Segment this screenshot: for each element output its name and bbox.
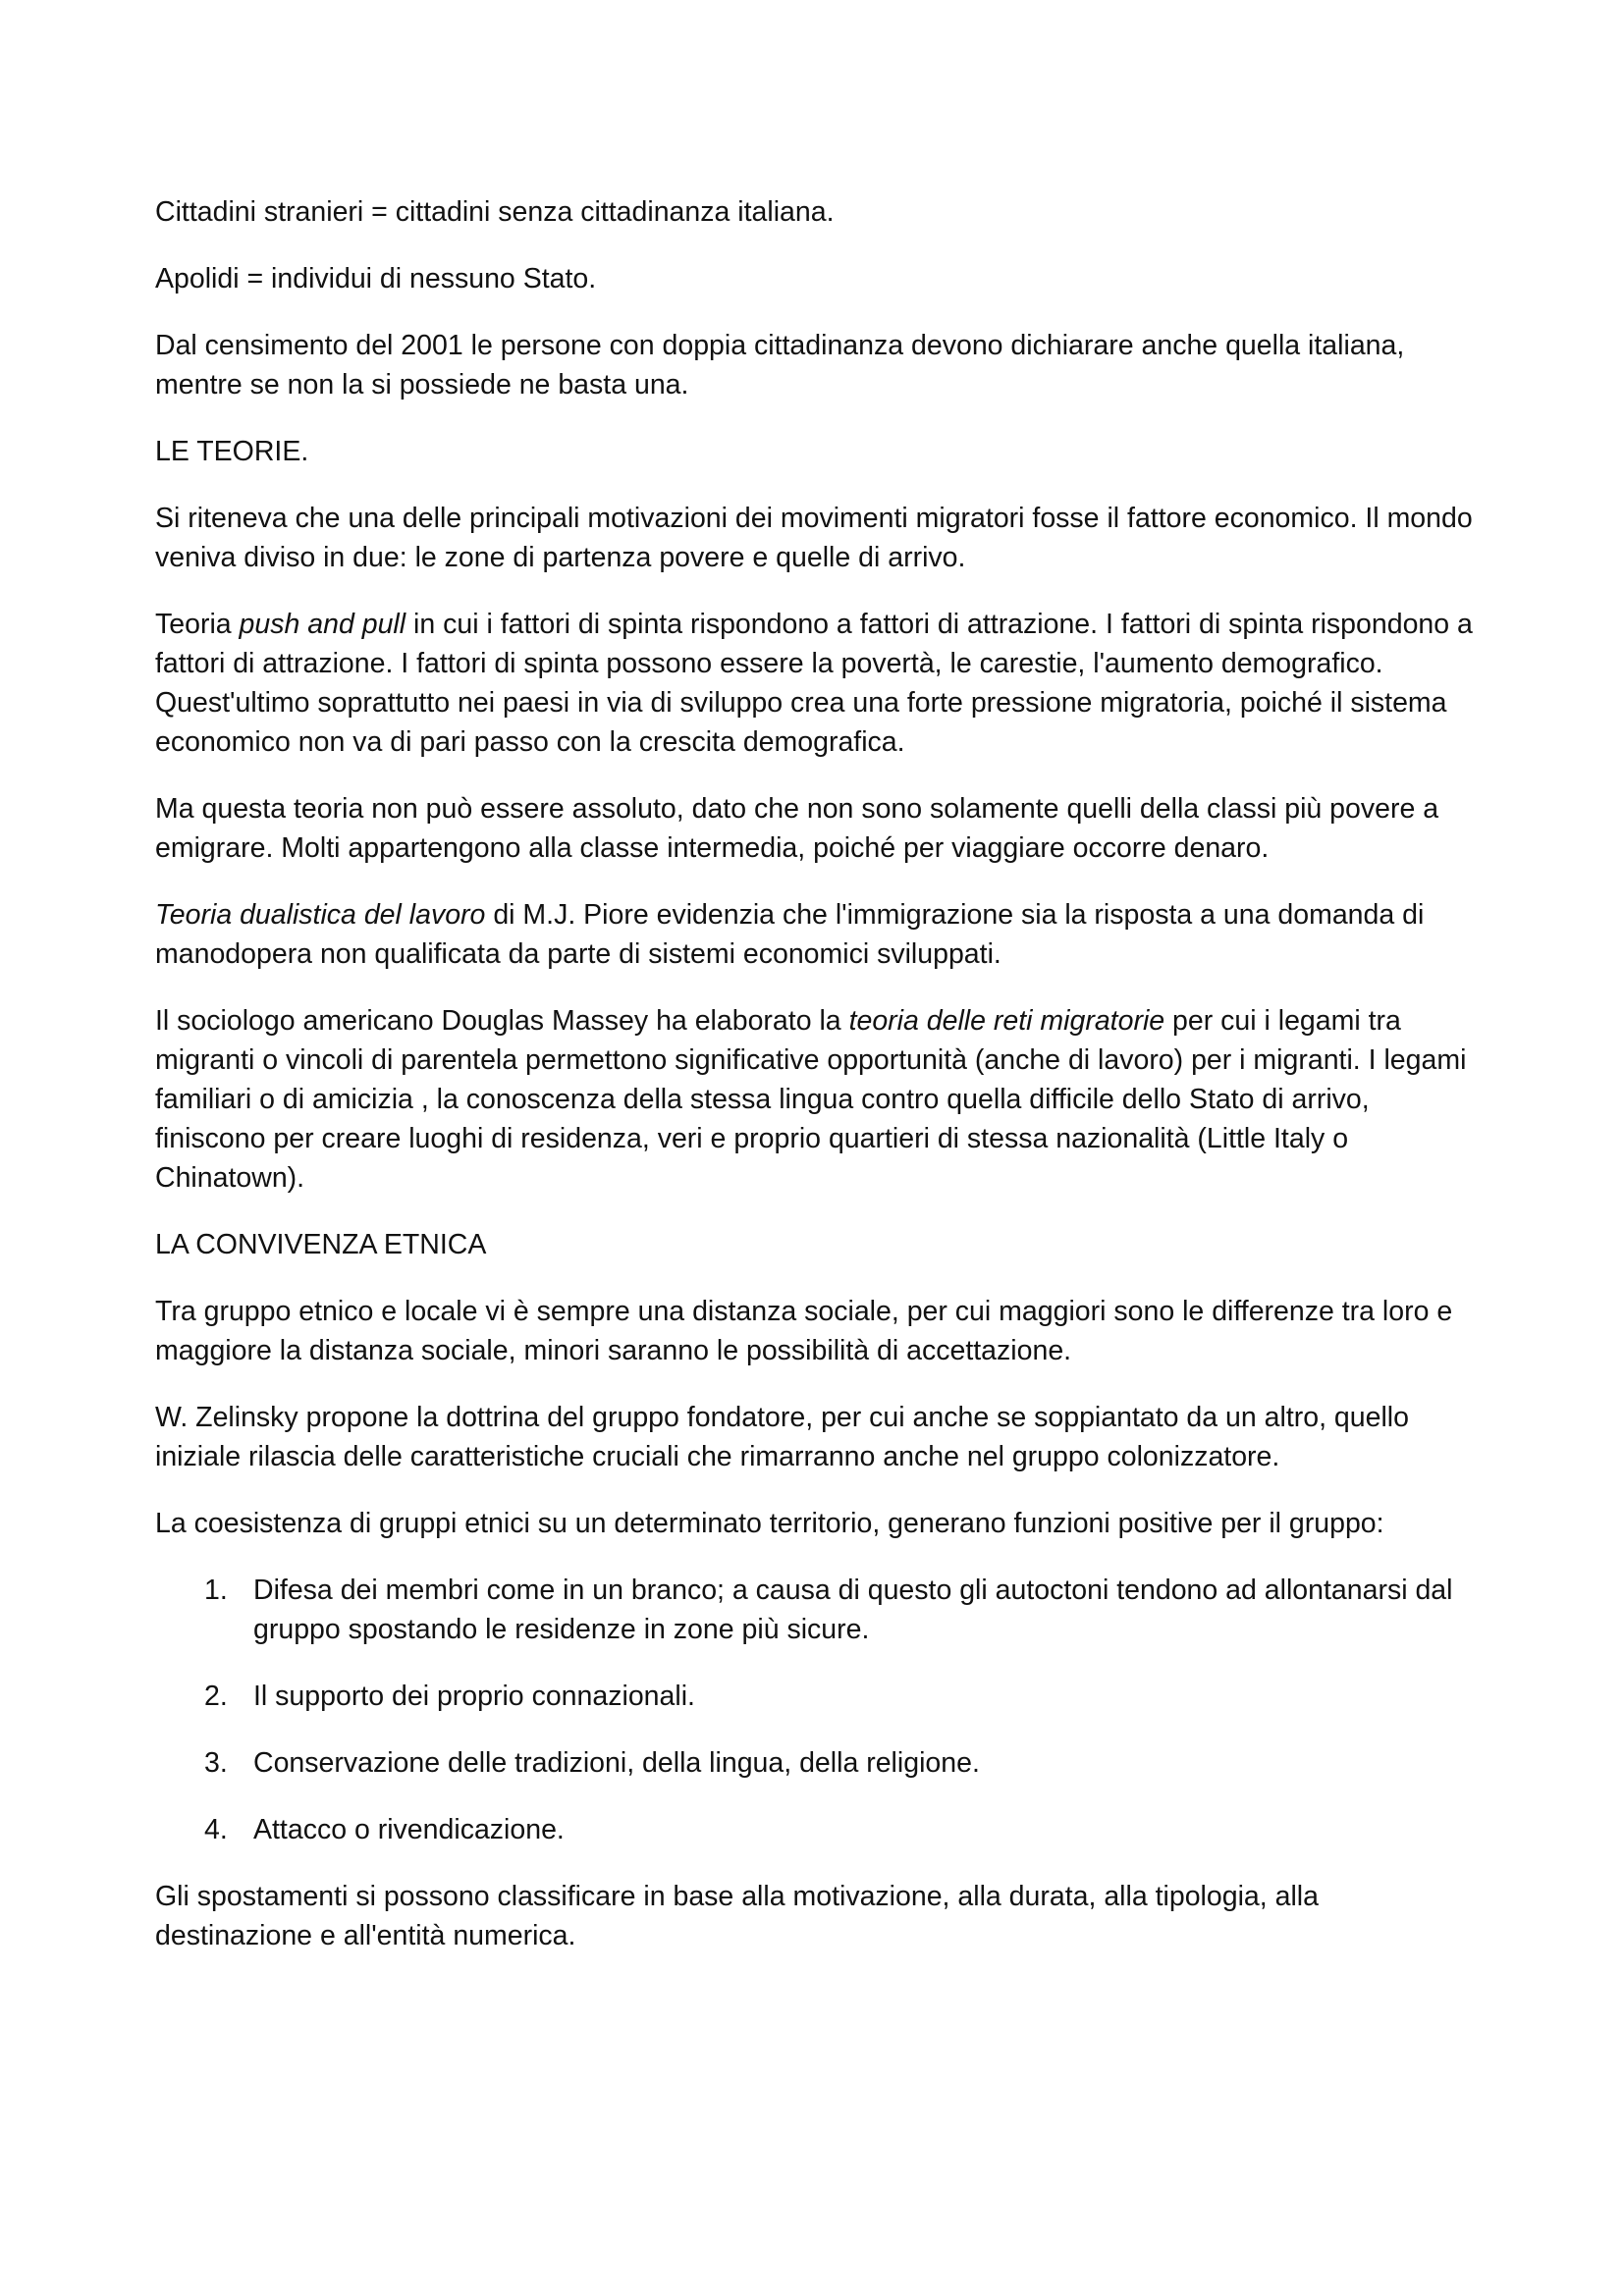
- paragraph-distanza-sociale: Tra gruppo etnico e locale vi è sempre una distanza sociale, per cui maggiori sono le differenze tra loro e maggiore la distanza sociale, minori saranno le possibilità di accettazione.: [155, 1296, 1453, 1366]
- text-run: in cui i fattori di spinta rispondono a fattori di attrazione. I fattori di spinta rispondono a fattori di attrazione. I fattori di spinta possono essere la povertà, le carestie, l'aumento demografico. Quest'ultimo soprattutto nei paesi in via di sviluppo crea una forte pressione migratoria, poiché il sistema economico non va di pari passo con la crescita demografica.: [155, 609, 1473, 758]
- list-item: [155, 1571, 1481, 1649]
- heading-convivenza-etnica: LA CONVIVENZA ETNICA: [155, 1229, 487, 1260]
- paragraph-coesistenza: La coesistenza di gruppi etnici su un determinato territorio, generano funzioni positive per il gruppo:: [155, 1508, 1384, 1539]
- paragraph-zelinsky: W. Zelinsky propone la dottrina del gruppo fondatore, per cui anche se soppiantato da un altro, quello iniziale rilascia delle caratteristiche cruciali che rimarranno anche nel gruppo colonizzatore.: [155, 1402, 1409, 1472]
- paragraph-push-pull: [155, 605, 1481, 762]
- heading-le-teorie: LE TEORIE.: [155, 436, 309, 467]
- paragraph-spostamenti: Gli spostamenti si possono classificare in base alla motivazione, alla durata, alla tipologia, alla destinazione e all'entità numerica.: [155, 1881, 1319, 1951]
- document-page: [155, 192, 1481, 1983]
- functions-list: [155, 1571, 1481, 1849]
- italic-term-reti-migratorie: teoria delle reti migratorie: [848, 1005, 1165, 1037]
- list-text: Conservazione delle tradizioni, della lingua, della religione.: [253, 1747, 980, 1779]
- paragraph-censimento: Dal censimento del 2001 le persone con doppia cittadinanza devono dichiarare anche quella italiana, mentre se non la si possiede ne basta una.: [155, 330, 1405, 400]
- paragraph-motivazioni: Si riteneva che una delle principali motivazioni dei movimenti migratori fosse il fattore economico. Il mondo veniva diviso in due: le zone di partenza povere e quelle di arrivo.: [155, 503, 1473, 573]
- list-item: [155, 1677, 1481, 1716]
- paragraph-massey: [155, 1001, 1481, 1198]
- text-run: di M.J. Piore evidenzia che l'immigrazione sia la risposta a una domanda di manodopera non qualificata da parte di sistemi economici sviluppati.: [155, 899, 1425, 970]
- paragraph-teoria-dualistica: [155, 895, 1481, 974]
- list-text: Attacco o rivendicazione.: [253, 1814, 565, 1845]
- italic-term-teoria-dualistica: Teoria dualistica del lavoro: [155, 899, 486, 931]
- list-number: 1.: [204, 1575, 228, 1606]
- list-text: Il supporto dei proprio connazionali.: [253, 1681, 695, 1712]
- text-run: per cui i legami tra migranti o vincoli di parentela permettono significative opportunità (anche di lavoro) per i migranti. I legami familiari o di amicizia , la conoscenza della stessa lingua contro quella difficile dello Stato di arrivo, finiscono per creare luoghi di residenza, veri e proprio quartieri di stessa nazionalità (Little Italy o Chinatown).: [155, 1005, 1467, 1194]
- paragraph-teoria-non-assoluta: Ma questa teoria non può essere assoluto, dato che non sono solamente quelli della classi più povere a emigrare. Molti appartengono alla classe intermedia, poiché per viaggiare occorre denaro.: [155, 793, 1439, 864]
- list-number: 2.: [204, 1681, 228, 1712]
- list-number: 3.: [204, 1747, 228, 1779]
- text-run: Teoria: [155, 609, 240, 640]
- list-number: 4.: [204, 1814, 228, 1845]
- list-text: Difesa dei membri come in un branco; a causa di questo gli autoctoni tendono ad allontanarsi dal gruppo spostando le residenze in zone più sicure.: [253, 1575, 1453, 1645]
- text-run: Il sociologo americano Douglas Massey ha elaborato la: [155, 1005, 849, 1037]
- paragraph-apolidi: Apolidi = individui di nessuno Stato.: [155, 263, 597, 294]
- italic-term-push-pull: push and pull: [239, 609, 406, 640]
- paragraph-cittadini-stranieri: Cittadini stranieri = cittadini senza cittadinanza italiana.: [155, 196, 835, 228]
- list-item: [155, 1810, 1481, 1849]
- list-item: [155, 1743, 1481, 1783]
